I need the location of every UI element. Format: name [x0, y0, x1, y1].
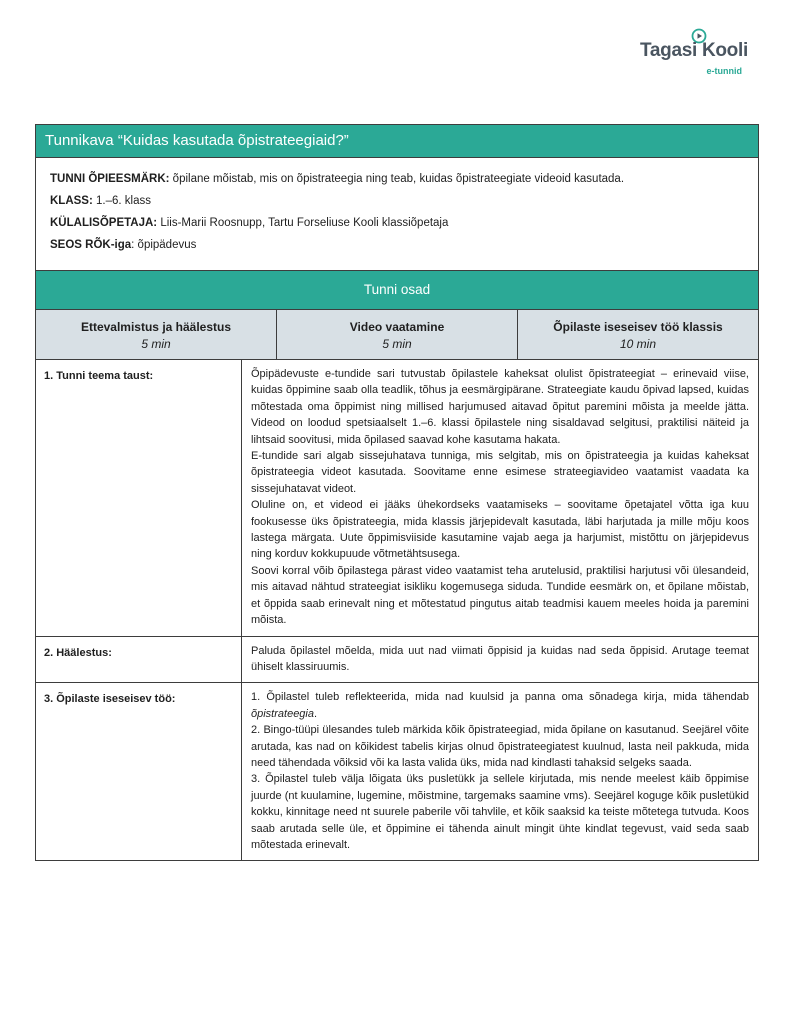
- tagasi-kooli-logo: [640, 26, 752, 82]
- phase-duration: 10 min: [619, 337, 657, 351]
- paragraph: 3. Õpilastel tuleb välja lõigata üks pusletükk ja sellele kirjutada, mis nende meelest käib õppimise juurde (nt kuulamine, lugemine, mõistmine, targemaks saamine vms). Seejärel koguge kõik pusletükid kokku, kinnitage need nt suurele paberile või tahvlile, et kõik saaksid ka teiste mõtetega tutvuda. Koos saab arutada selle üle, et õppimine ei tähenda ainult mingit ühte kindlat tegevust, vaid seda saab mõtestada erinevalt.: [251, 773, 749, 851]
- phase-duration: 5 min: [382, 337, 412, 351]
- meta-curriculum-link-value: : õpipädevus: [131, 239, 197, 251]
- meta-guest-teacher-value: Liis-Marii Roosnupp, Tartu Forseliuse Kooli klassiõpetaja: [157, 217, 449, 229]
- meta-goal-label: TUNNI ÕPIEESMÄRK:: [50, 173, 170, 185]
- row-label: 3. Õpilaste iseseisev töö:: [36, 683, 242, 860]
- phase-title: Ettevalmistus ja häälestus: [80, 320, 232, 334]
- paragraph: Oluline on, et videod ei jääks ühekordseks vaatamiseks – soovitame õpetajatel võtta iga kuu fookusesse üks õpistrateegia, mida klassis järjepidevalt kasutada, läbi harjutada ja mille mõju koos lastega märgata. Uute õppimisviiside kasutamine vajab aega ja harjumist, mistõttu on järjepidevus ning korduv kokkupuude võtmetähtsusega.: [251, 499, 749, 561]
- meta-goal-value: õpilane mõistab, mis on õpistrateegia ning teab, kuidas õpistrateegiate videoid kasutada.: [169, 173, 625, 185]
- paragraph: Paluda õpilastel mõelda, mida uut nad viimati õppisid ja kuidas nad seda õppisid. Arutage teemat ühiselt klassiruumis.: [251, 644, 749, 673]
- meta-curriculum-link: [50, 234, 744, 256]
- meta-class: [50, 190, 744, 212]
- lesson-plan-title: Tunnikava “Kuidas kasutada õpistrateegiaid?”: [36, 125, 758, 157]
- row-label: 2. Häälestus:: [36, 637, 242, 683]
- paragraph: [251, 689, 749, 722]
- paragraph: 2. Bingo-tüüpi ülesandes tuleb märkida kõik õpistrateegiad, mida õpilane on kasutanud. Seejärel võite arutada, kas nad on kõikidest tabelis kirjas olnud õpistrateegiatest kuulnud, lasta neil pakkuda, mida need tähendada võiksid või ka lasta valida üks, mida nad kindlasti tahaksid selgeks saada.: [251, 724, 749, 769]
- row-body: [242, 637, 758, 683]
- paragraph: Õpipädevuste e-tundide sari tutvustab õpilastele kaheksat olulist õpistrateegiat – erinevaid viise, kuidas õppimine saab olla teadlik, tõhus ja eesmärgipärane. Strateegiate kaudu õpivad lapsed, kuidas mõtestada oma õppimist ning millised harjumused aitavad õpitut paremini mõista ja meelde jätta. Videod on loodud spetsiaalselt 1.–6. klassi õpilastele ning sisaldavad selgitusi, praktilisi näiteid ja lihtsaid soovitusi, mida õpilased saavad kohe kasutama hakata.: [251, 368, 749, 446]
- meta-guest-teacher: [50, 212, 744, 234]
- row-body: [242, 360, 758, 636]
- section-title: Tunni osad: [36, 270, 758, 309]
- meta-class-label: KLASS:: [50, 195, 93, 207]
- phase-title: Õpilaste iseseisev töö klassis: [553, 320, 723, 334]
- paragraph: Soovi korral võib õpilastega pärast video vaatamist teha arutelusid, praktilisi harjutusi või ülesandeid, mis aitavad nähtud strateegiat isikliku kogemusega siduda. Tundide eesmärk on, et õpilane mõistab, et õppida saab erinevalt ning et mõtestatud pingutus aitab teadmisi kauem meeles hoida ja paremini mõista.: [251, 564, 749, 627]
- phase-preparation: [36, 310, 276, 359]
- item1-end: .: [314, 707, 318, 720]
- row-label: 1. Tunni teema taust:: [36, 360, 242, 636]
- phase-duration: 5 min: [141, 337, 171, 351]
- paragraph: E-tundide sari algab sissejuhatava tunniga, mis selgitab, mis on õpistrateegia ja kuidas kaheksat õpistrateegia videot kasutada. Soovitame enne esimese strateegiavideo vaatamist vaadata ka sissejuhatavat videot.: [251, 450, 749, 495]
- lesson-meta: [36, 157, 758, 270]
- row-body: [242, 683, 758, 860]
- phase-header: [36, 309, 758, 359]
- meta-guest-teacher-label: KÜLALISÕPETAJA:: [50, 217, 158, 229]
- row-warmup: [36, 636, 758, 683]
- lesson-plan-table: [35, 124, 759, 861]
- phase-title: Video vaatamine: [349, 320, 445, 334]
- meta-class-value: 1.–6. klass: [92, 195, 151, 207]
- phase-independent-work: [517, 310, 758, 359]
- logo-subtitle: e-tunnid: [706, 66, 742, 76]
- row-independent-work: [36, 682, 758, 860]
- meta-goal: [50, 168, 744, 190]
- row-topic-background: [36, 359, 758, 636]
- item1-emphasis: õpistrateegia: [251, 707, 314, 720]
- item1-text: 1. Õpilastel tuleb reflekteerida, mida nad kuulsid ja panna oma sõnadega kirja, mida tähendab: [251, 691, 749, 704]
- phase-video: [276, 310, 517, 359]
- meta-curriculum-link-label: SEOS RÕK-iga: [50, 239, 132, 251]
- logo-title: Tagasi Kooli: [640, 40, 748, 61]
